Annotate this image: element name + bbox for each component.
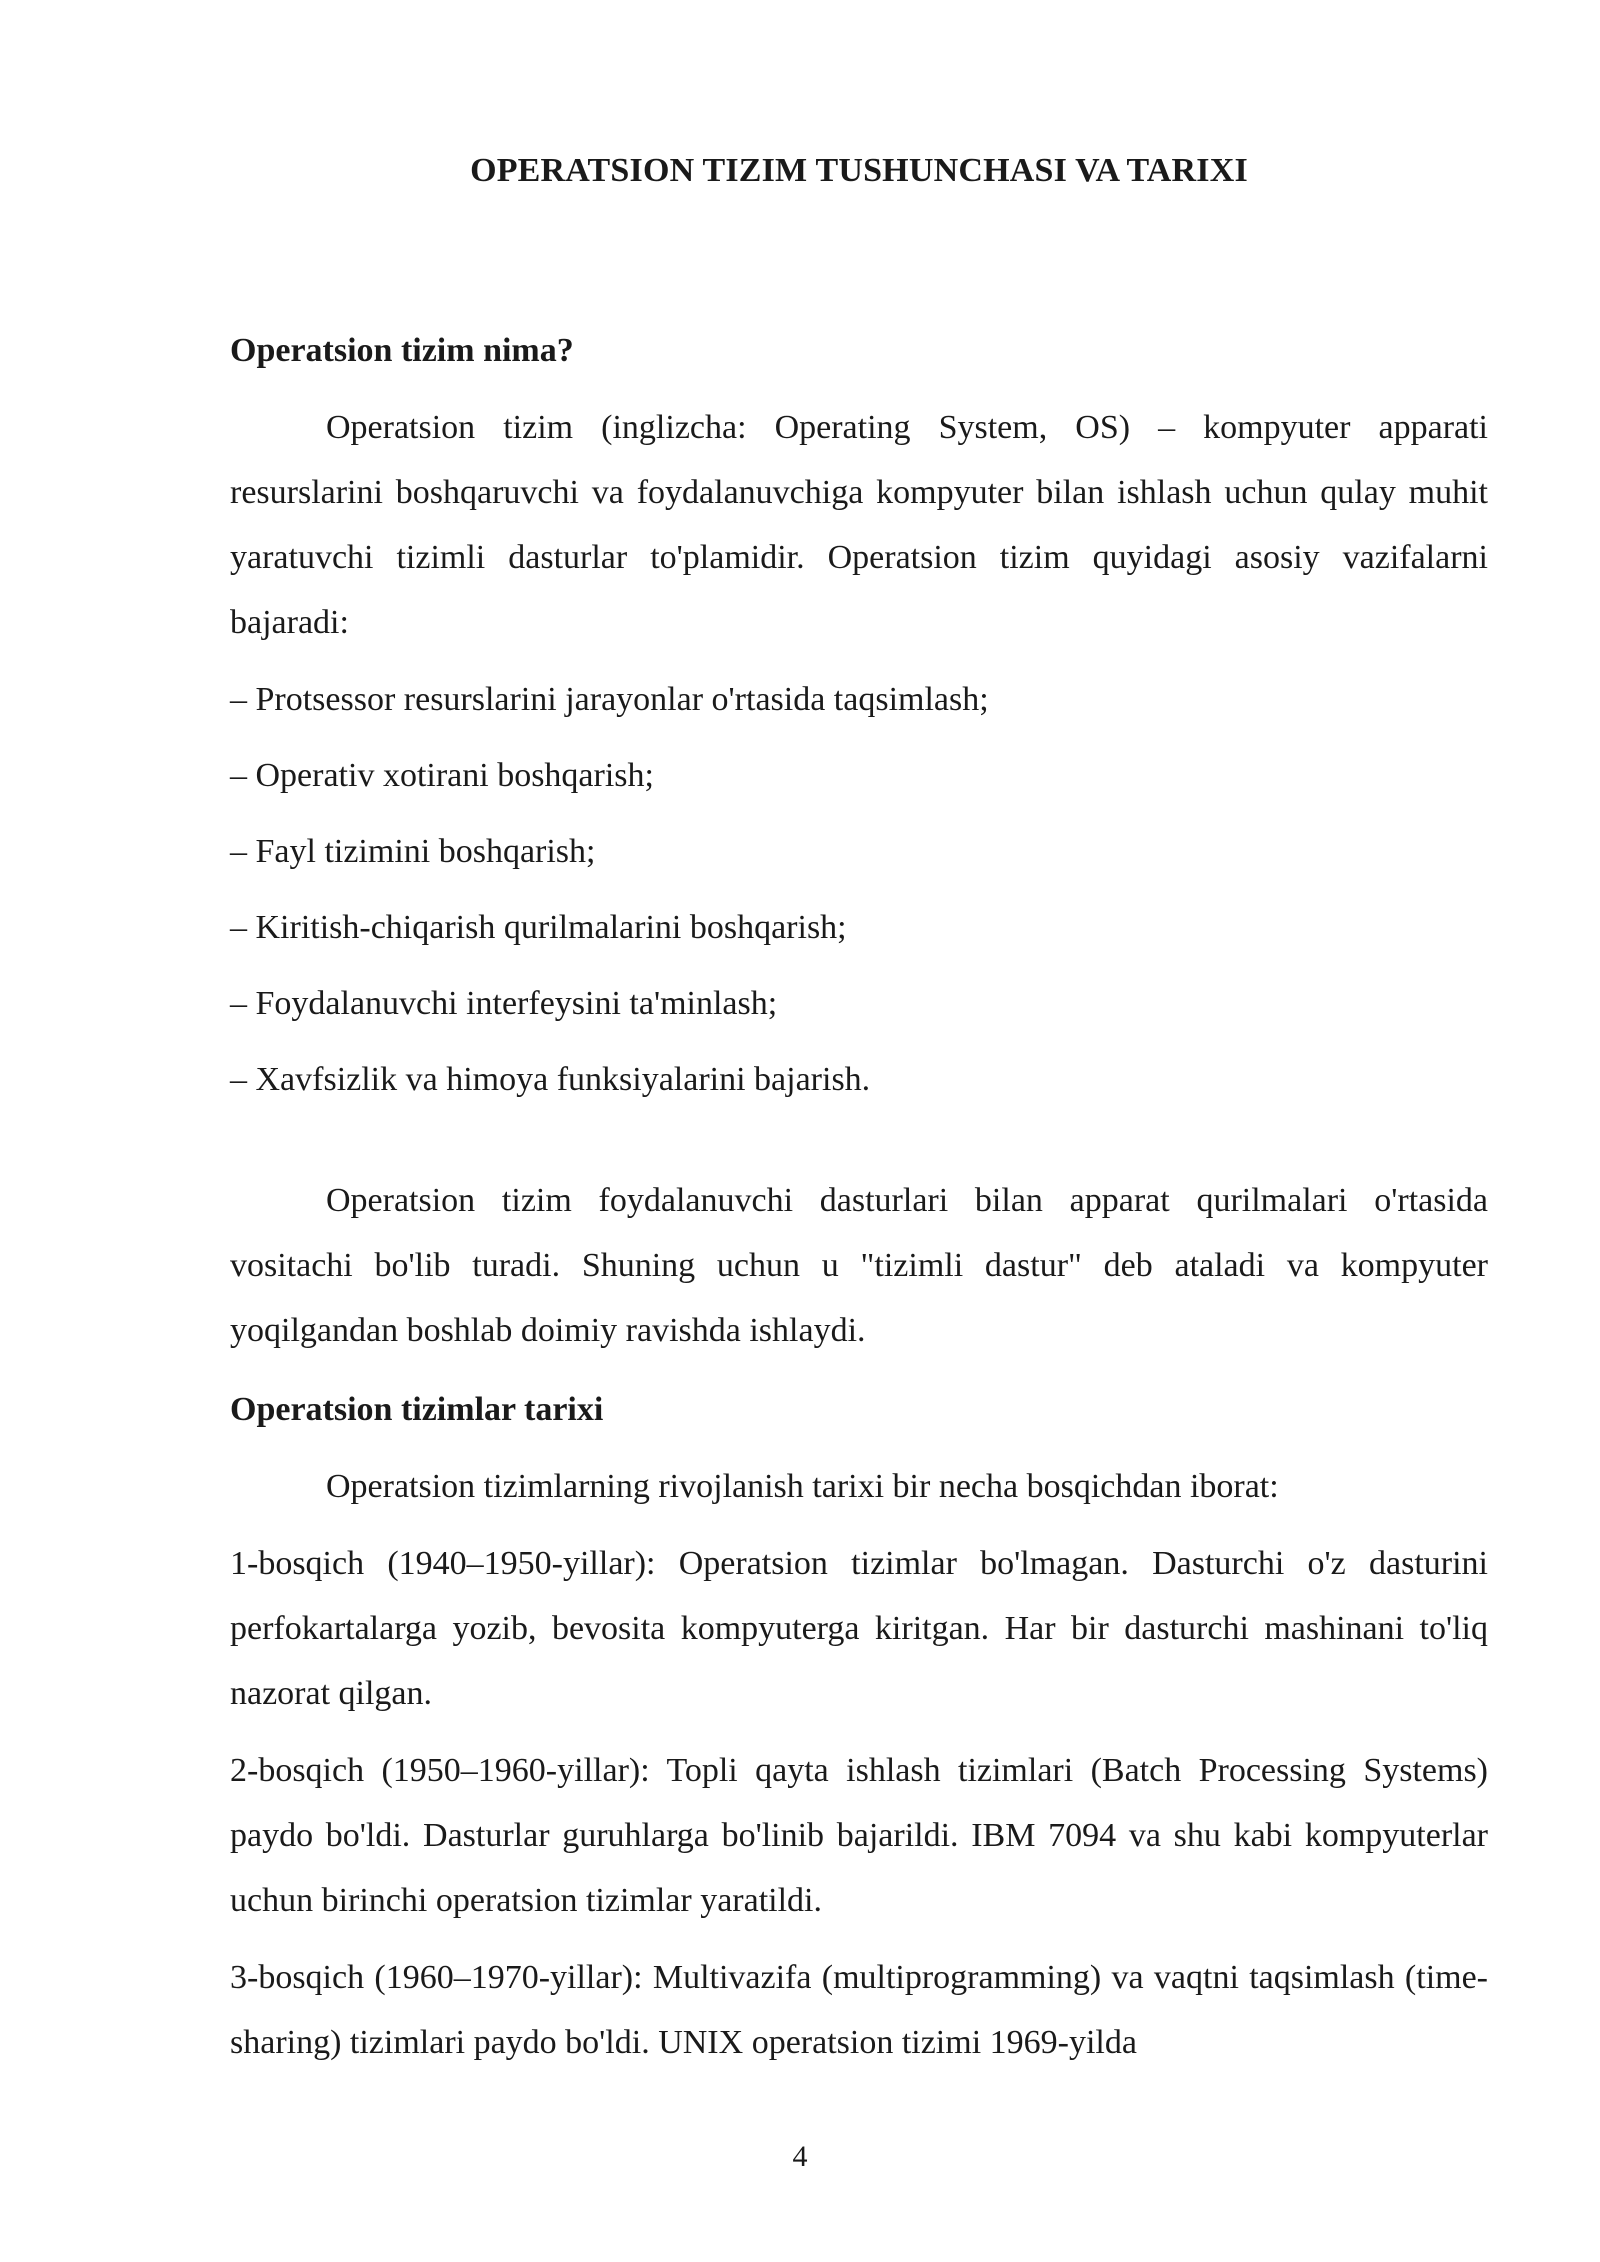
list-item: – Kiritish-chiqarish qurilmalarini boshqarish; — [230, 909, 847, 946]
section-heading-what-is-os: Operatsion tizim nima? — [230, 332, 574, 369]
document-title: OPERATSION TIZIM TUSHUNCHASI VA TARIXI — [470, 152, 1248, 189]
paragraph-stage-3: 3-bosqich (1960–1970-yillar): Multivazifa (multiprogramming) va vaqtni taqsimlash (time-sharing) tizimlari paydo bo'ldi. UNIX operatsion tizimi 1969-yilda — [230, 1959, 1488, 2061]
list-item: – Protsessor resurslarini jarayonlar o'rtasida taqsimlash; — [230, 681, 989, 718]
body-text — [230, 318, 1488, 2075]
paragraph-os-definition: Operatsion tizim (inglizcha: Operating System, OS) – kompyuter apparati resurslarini boshqaruvchi va foydalanuvchiga kompyuter bilan ishlash uchun qulay muhit yaratuvchi tizimli dasturlar to'plamidir. Operatsion tizim quyidagi asosiy vazifalarni bajaradi: — [230, 409, 1488, 641]
paragraph-os-intermediary: Operatsion tizim foydalanuvchi dasturlari bilan apparat qurilmalari o'rtasida vositachi bo'lib turadi. Shuning uchun u "tizimli dastur" deb ataladi va kompyuter yoqilgandan boshlab doimiy ravishda ishlaydi. — [230, 1182, 1488, 1349]
paragraph-stage-1: 1-bosqich (1940–1950-yillar): Operatsion tizimlar bo'lmagan. Dasturchi o'z dasturini perfokartalarga yozib, bevosita kompyuterga kiritgan. Har bir dasturchi mashinani to'liq nazorat qilgan. — [230, 1545, 1488, 1712]
list-item: – Operativ xotirani boshqarish; — [230, 757, 654, 794]
list-item: – Xavfsizlik va himoya funksiyalarini bajarish. — [230, 1061, 871, 1098]
paragraph-history-intro: Operatsion tizimlarning rivojlanish tarixi bir necha bosqichdan iborat: — [326, 1468, 1279, 1505]
section-heading-os-history: Operatsion tizimlar tarixi — [230, 1391, 604, 1428]
list-item: – Foydalanuvchi interfeysini ta'minlash; — [230, 985, 778, 1022]
list-item: – Fayl tizimini boshqarish; — [230, 833, 596, 870]
page-number: 4 — [792, 2140, 808, 2173]
paragraph-stage-2: 2-bosqich (1950–1960-yillar): Topli qayta ishlash tizimlari (Batch Processing Systems) paydo bo'ldi. Dasturlar guruhlarga bo'linib bajarildi. IBM 7094 va shu kabi kompyuterlar uchun birinchi operatsion tizimlar yaratildi. — [230, 1752, 1488, 1919]
